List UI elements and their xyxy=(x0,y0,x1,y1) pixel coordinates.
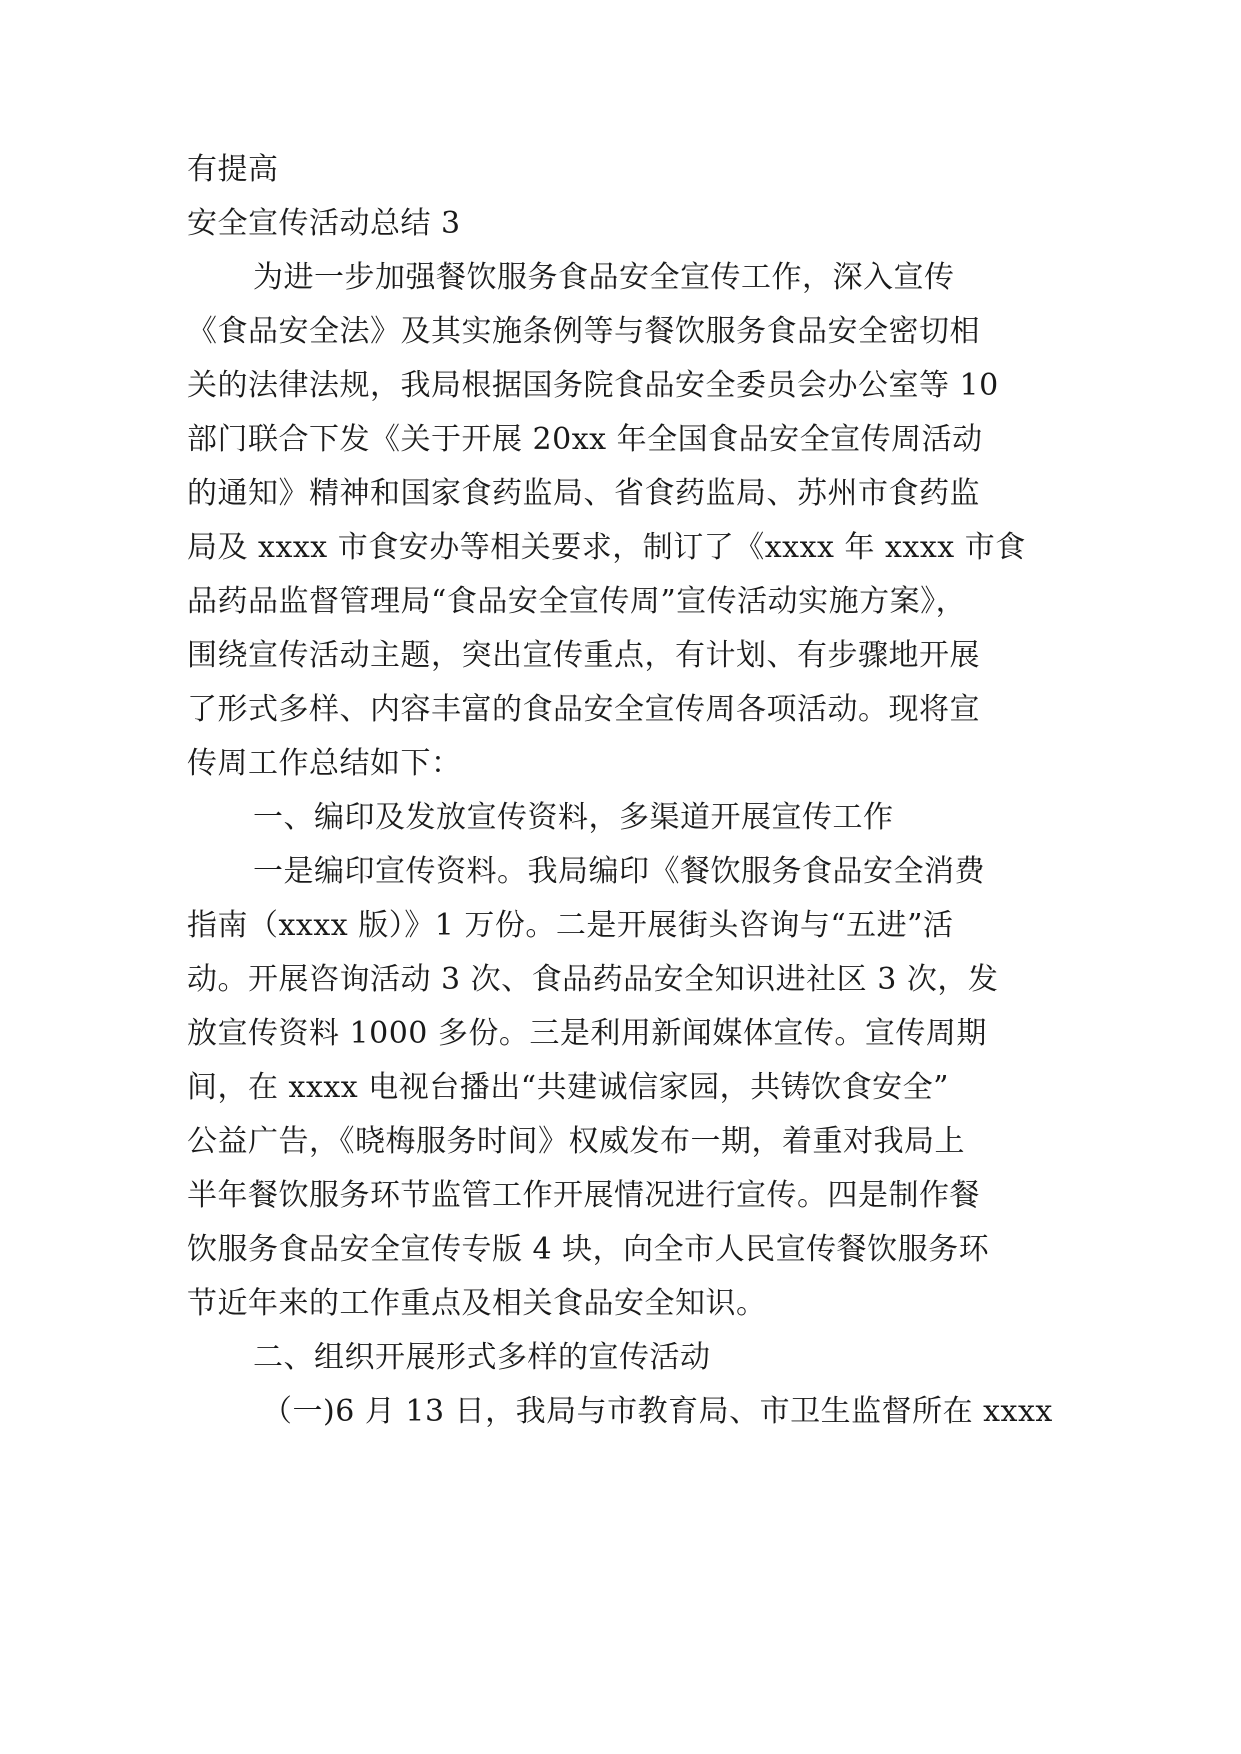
text-line-14: 一是编印宣传资料。我局编印《餐饮服务食品安全消费 xyxy=(253,854,985,889)
text-line-20: 半年餐饮服务环节监管工作开展情况进行宣传。四是制作餐 xyxy=(187,1178,980,1213)
heading-one: 一、编印及发放宣传资料，多渠道开展宣传工作 xyxy=(253,800,894,835)
heading-two: 二、组织开展形式多样的宣传活动 xyxy=(253,1340,711,1375)
text-line-8: 局及 xxxx 市食安办等相关要求，制订了《xxxx 年 xxxx 市食 xyxy=(187,530,1026,565)
text-line-3: 为进一步加强餐饮服务食品安全宣传工作，深入宣传 xyxy=(253,260,955,295)
text-line-6: 部门联合下发《关于开展 20xx 年全国食品安全宣传周活动 xyxy=(187,422,983,457)
text-line-19: 公益广告，《晓梅服务时间》权威发布一期，着重对我局上 xyxy=(187,1124,965,1159)
text-line-21: 饮服务食品安全宣传专版 4 块，向全市人民宣传餐饮服务环 xyxy=(187,1232,990,1267)
text-line-24: （一)6 月 13 日，我局与市教育局、市卫生监督所在 xxxx xyxy=(262,1394,1053,1429)
text-line-11: 了形式多样、内容丰富的食品安全宣传周各项活动。现将宣 xyxy=(187,692,980,727)
text-line-10: 围绕宣传活动主题，突出宣传重点，有计划、有步骤地开展 xyxy=(187,638,980,673)
text-line-16: 动。开展咨询活动 3 次、食品药品安全知识进社区 3 次，发 xyxy=(187,962,999,997)
text-line-12: 传周工作总结如下： xyxy=(187,746,462,781)
text-line-5: 关的法律法规，我局根据国务院食品安全委员会办公室等 10 xyxy=(187,368,999,403)
text-line-18: 间，在 xxxx 电视台播出“共建诚信家园，共铸饮食安全” xyxy=(187,1070,949,1105)
section-title: 安全宣传活动总结 3 xyxy=(187,206,461,241)
text-line-22: 节近年来的工作重点及相关食品安全知识。 xyxy=(187,1286,767,1321)
text-line-4: 《食品安全法》及其实施条例等与餐饮服务食品安全密切相 xyxy=(187,314,980,349)
text-line-9: 品药品监督管理局“食品安全宣传周”宣传活动实施方案》， xyxy=(187,584,967,619)
text-line-1: 有提高 xyxy=(187,152,279,187)
text-line-15: 指南（xxxx 版）》1 万份。二是开展街头咨询与“五进”活 xyxy=(187,908,954,943)
text-line-17: 放宣传资料 1000 多份。三是利用新闻媒体宣传。宣传周期 xyxy=(187,1016,987,1051)
text-line-7: 的通知》精神和国家食药监局、省食药监局、苏州市食药监 xyxy=(187,476,980,511)
